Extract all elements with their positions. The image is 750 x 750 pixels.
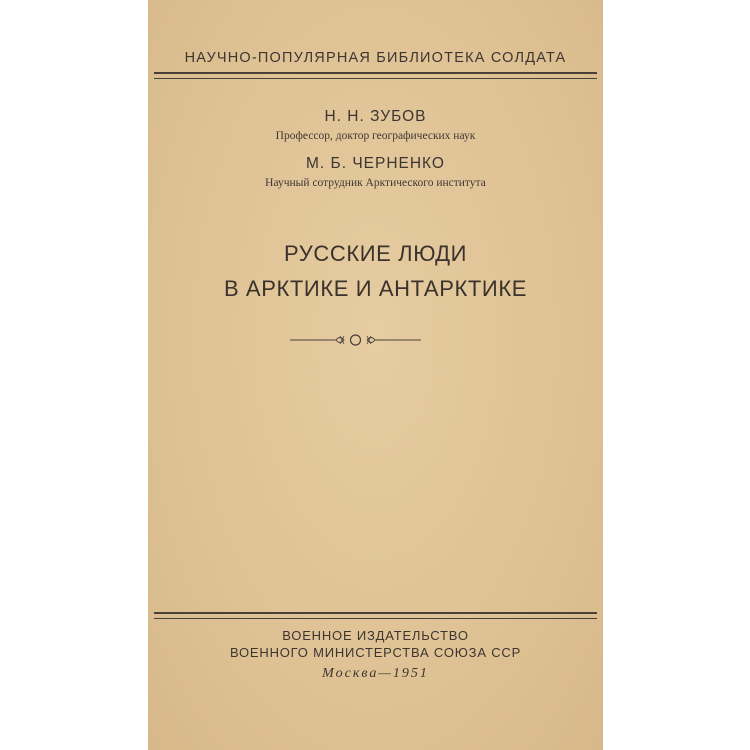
publisher-rule — [154, 612, 597, 619]
publisher-line-2: ВОЕННОГО МИНИСТЕРСТВА СОЮЗА ССР — [229, 645, 522, 660]
author-credential-2: Научный сотрудник Арктического института — [265, 177, 486, 189]
author-name-1: Н. Н. ЗУБОВ — [324, 108, 427, 125]
title-page — [148, 0, 603, 750]
book-title-line-1: РУССКИЕ ЛЮДИ — [284, 241, 467, 266]
author-name-2: М. Б. ЧЕРНЕНКО — [306, 155, 445, 172]
series-rule — [154, 72, 597, 79]
ornament-divider-icon — [288, 330, 423, 350]
publisher-line-1: ВОЕННОЕ ИЗДАТЕЛЬСТВО — [282, 628, 469, 643]
book-title-line-2: В АРКТИКЕ И АНТАРКТИКЕ — [223, 276, 528, 301]
series-title: НАУЧНО-ПОПУЛЯРНАЯ БИБЛИОТЕКА СОЛДАТА — [184, 50, 567, 66]
imprint-city-year: Москва—1951 — [322, 666, 429, 681]
author-credential-1: Профессор, доктор географических наук — [275, 130, 476, 142]
